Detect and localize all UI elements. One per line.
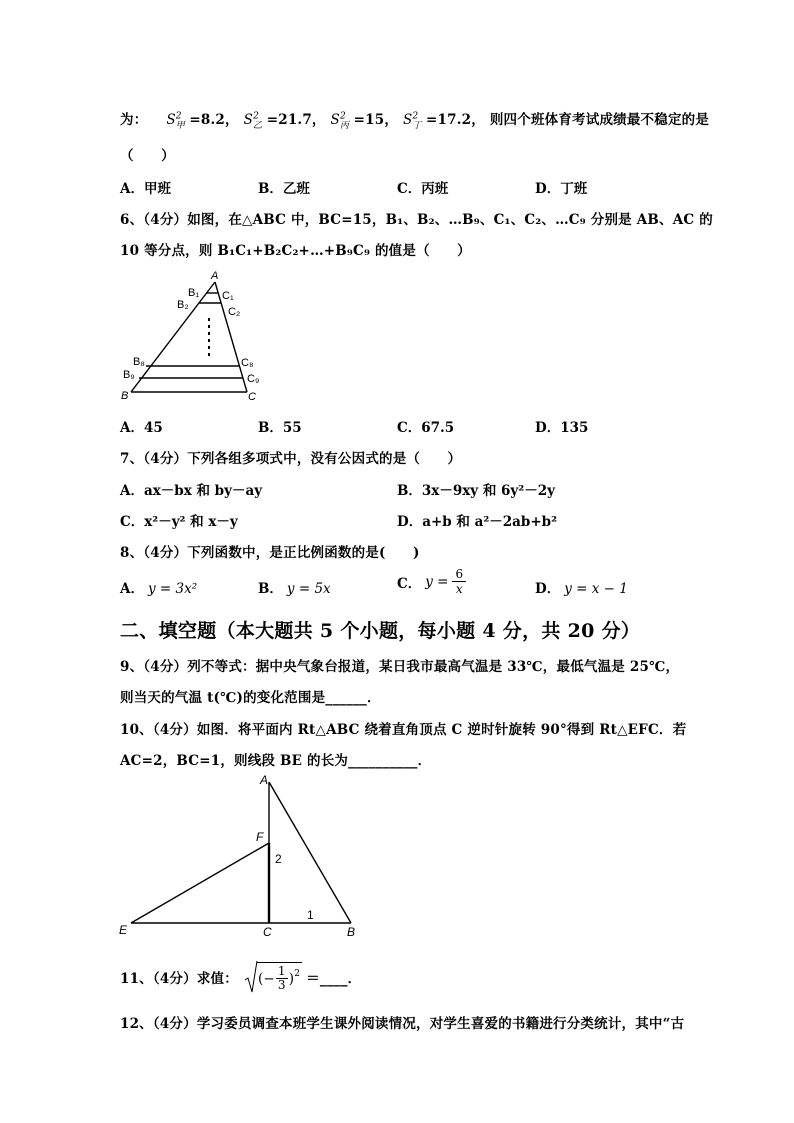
q9-stem-line2: 则当天的气温 t(℃)的变化范围是______． — [120, 690, 381, 706]
label-f: F — [256, 830, 264, 844]
q6-option-a[interactable]: A．45 — [120, 420, 163, 436]
q6-triangle-figure — [115, 268, 275, 408]
q8-option-a[interactable]: A． y = 3x² — [120, 581, 198, 597]
ellipsis-dot — [208, 339, 210, 342]
variance-ding-value: =17.2， — [426, 112, 485, 128]
label-c9: C₉ — [247, 373, 260, 385]
label-c: C — [248, 391, 256, 403]
q5-variance-line — [120, 108, 709, 131]
ellipsis-dot — [208, 325, 210, 328]
q6-stem-line1: 6、（4分）如图，在△ABC 中，BC=15，B₁、B₂、…B₉、C₁、C₂、…C₉ 分别是 AB、AC 的 — [120, 212, 713, 228]
q11-answer-blank[interactable]: ＝____． — [306, 971, 362, 987]
fraction-6-over-x: $\frac{6}{x}$ — [452, 567, 466, 596]
q6-option-b[interactable]: B．55 — [258, 420, 302, 436]
q10-stem-line2: AC=2，BC=1，则线段 BE 的长为__________． — [120, 753, 432, 769]
sqrt-sign-icon — [244, 960, 258, 994]
label-a: A — [260, 773, 269, 787]
label-length-2: 2 — [275, 852, 282, 866]
q7-option-d[interactable]: D．a+b 和 a²－2ab+b² — [397, 514, 558, 530]
q5-tail: 则四个班体育考试成绩最不稳定的是 — [489, 112, 710, 128]
q5-option-a[interactable]: A．甲班 — [120, 181, 171, 197]
label-c2: C₂ — [228, 306, 241, 318]
variance-ding: $S^2_丁$ — [402, 111, 422, 131]
q7-option-a[interactable]: A．ax－bx 和 by－ay — [120, 483, 263, 499]
ellipsis-dot — [208, 332, 210, 335]
label-a: A — [211, 270, 219, 282]
label-b2: B₂ — [177, 299, 189, 311]
label-b: B — [121, 390, 129, 402]
q10-rotation-figure — [115, 770, 365, 942]
q11-line — [120, 960, 361, 994]
variance-bing-value: =15， — [353, 112, 399, 128]
ellipsis-dot — [208, 346, 210, 349]
q5-prefix: 为： — [120, 112, 148, 128]
variance-bing: $S^2_丙$ — [330, 111, 350, 131]
label-c8: C₈ — [241, 357, 254, 369]
fraction-one-third: $\frac{1}{3}$ — [277, 964, 286, 992]
q11-prefix: 11、（4分）求值： — [120, 971, 238, 987]
q8-option-c[interactable]: C． y = $\frac{6}{x}$ — [397, 567, 466, 596]
q6-option-d[interactable]: D．135 — [535, 420, 589, 436]
side-ab — [131, 282, 215, 392]
q8-stem: 8、（4分）下列函数中，是正比例函数的是( ) — [120, 545, 420, 561]
segment-ef — [131, 843, 269, 923]
q5-option-c[interactable]: C．丙班 — [397, 181, 449, 197]
q8-option-b[interactable]: B． y = 5x — [258, 581, 331, 597]
label-b1: B₁ — [188, 287, 200, 299]
section-fill-in-title: 二、填空题（本大题共 5 个小题，每小题 4 分，共 20 分） — [120, 620, 641, 642]
q5-paren: （ ） — [120, 148, 175, 164]
variance-jia: $S^2_甲$ — [166, 111, 185, 131]
ellipsis-dot — [208, 353, 210, 356]
label-b: B — [347, 925, 356, 939]
q5-option-d[interactable]: D．丁班 — [535, 181, 588, 197]
q6-option-c[interactable]: C．67.5 — [397, 420, 455, 436]
q10-stem-line1: 10、（4分）如图．将平面内 Rt△ABC 绕着直角顶点 C 逆时针旋转 90°得到 Rt△EFC．若 — [120, 722, 687, 738]
q7-option-c[interactable]: C．x²－y² 和 x－y — [120, 514, 238, 530]
label-length-1: 1 — [307, 908, 314, 922]
q8-option-d[interactable]: D． y = x − 1 — [535, 581, 628, 597]
label-b8: B₈ — [133, 356, 145, 368]
q6-stem-line2: 10 等分点，则 B₁C₁+B₂C₂+…+B₉C₉ 的值是（ ） — [120, 243, 471, 259]
label-e: E — [119, 923, 128, 937]
variance-yi-value: =21.7， — [266, 112, 326, 128]
label-b9: B₉ — [123, 369, 135, 381]
variance-jia-value: =8.2， — [189, 112, 239, 128]
variance-yi: $S^2_乙$ — [243, 111, 263, 131]
q9-stem-line1: 9、（4分）列不等式：据中央气象台报道，某日我市最高气温是 33℃，最低气温是 25℃， — [120, 659, 680, 675]
sqrt-expression: (− $\frac{1}{3}$ ) $^2$ — [244, 960, 302, 994]
q5-option-b[interactable]: B．乙班 — [258, 181, 310, 197]
label-c: C — [263, 925, 272, 939]
ellipsis-dot — [208, 318, 210, 321]
q12-stem-line1: 12、（4分）学习委员调查本班学生课外阅读情况，对学生喜爱的书籍进行分类统计，其中“古 — [120, 1016, 685, 1032]
q7-stem: 7、（4分）下列各组多项式中，没有公因式的是（ ） — [120, 451, 462, 467]
q7-option-b[interactable]: B．3x－9xy 和 6y²－2y — [397, 483, 555, 499]
label-c1: C₁ — [222, 290, 234, 302]
